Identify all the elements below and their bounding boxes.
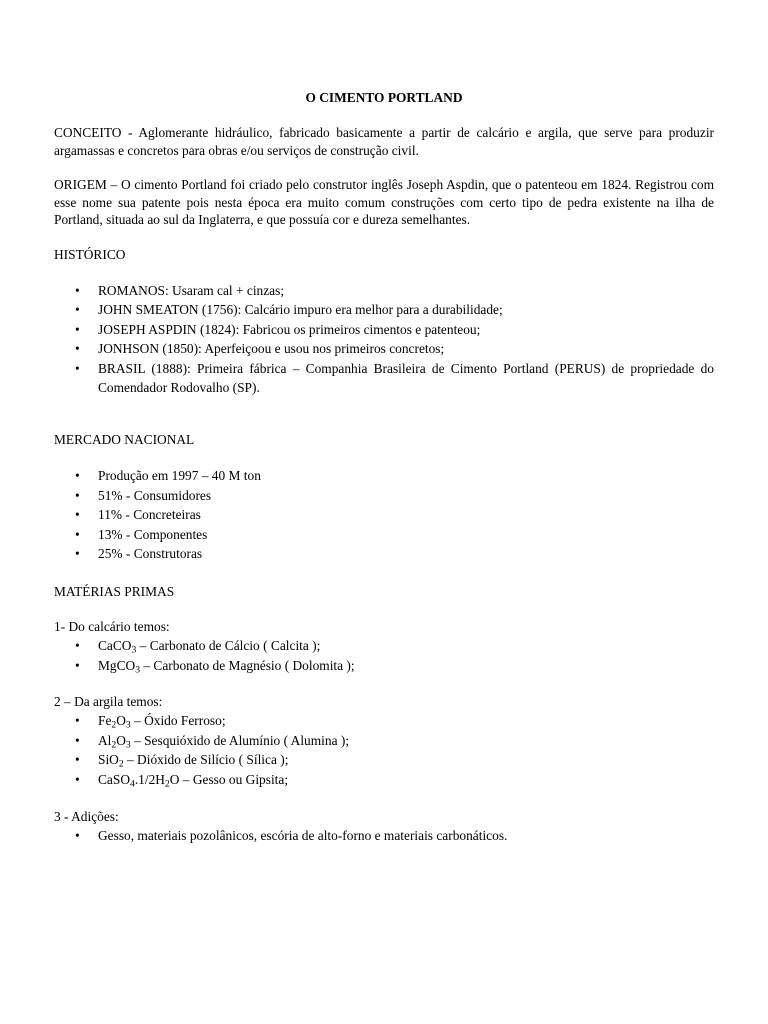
- bullet-icon: •: [75, 360, 80, 376]
- list-item: [54, 300, 714, 320]
- list-item: [54, 826, 714, 846]
- bullet-icon: •: [75, 341, 80, 357]
- list-item: [54, 544, 714, 564]
- materias-section: [54, 583, 714, 845]
- calcario-block: [54, 618, 714, 675]
- formula-text: Al: [98, 732, 112, 748]
- list-item-text: ROMANOS: Usaram cal + cinzas;: [98, 282, 285, 298]
- argila-intro: 2 – Da argila temos:: [54, 694, 163, 710]
- description-text: – Sesquióxido de Alumínio ( Alumina );: [130, 732, 350, 748]
- mercado-section: [54, 431, 714, 564]
- list-item: [54, 320, 714, 340]
- bullet-icon: •: [75, 302, 80, 318]
- list-item: [54, 525, 714, 545]
- bullet-icon: •: [75, 657, 80, 673]
- mercado-list: [54, 466, 714, 564]
- formula-text: O: [116, 713, 126, 729]
- bullet-icon: •: [75, 638, 80, 654]
- description-text: – Óxido Ferroso;: [130, 713, 226, 729]
- list-item-text: JONHSON (1850): Aperfeiçoou e usou nos primeiros concretos;: [98, 341, 445, 357]
- list-item-text: 25% - Construtoras: [98, 546, 203, 562]
- list-item-text: JOHN SMEATON (1756): Calcário impuro era melhor para a durabilidade;: [98, 302, 503, 318]
- list-item: [54, 750, 714, 770]
- argila-list: [54, 711, 714, 789]
- list-item: [54, 339, 714, 359]
- historico-heading: HISTÓRICO: [54, 246, 126, 262]
- description-text: – Dióxido de Silício ( Sílica );: [123, 752, 289, 768]
- subscript: 3: [135, 664, 141, 676]
- bullet-icon: •: [75, 772, 80, 787]
- list-item-text: 11% - Concreteiras: [98, 507, 201, 523]
- bullet-icon: •: [75, 468, 80, 484]
- subscript: 4: [130, 778, 135, 790]
- description-text: – Carbonato de Cálcio ( Calcita );: [136, 638, 321, 654]
- subscript: 2: [118, 758, 124, 770]
- bullet-icon: •: [75, 487, 80, 503]
- list-item: [54, 505, 714, 525]
- description-text: O – Gesso ou Gipsita;: [169, 772, 289, 787]
- list-item-text: 13% - Componentes: [98, 526, 208, 542]
- subscript: 3: [125, 719, 131, 731]
- bullet-icon: •: [75, 546, 80, 562]
- document-page: [54, 89, 714, 845]
- materias-heading: MATÉRIAS PRIMAS: [54, 584, 175, 600]
- bullet-icon: •: [75, 282, 80, 298]
- list-item-text: BRASIL (1888): Primeira fábrica – Companhia Brasileira de Cimento Portland (PERUS) de propriedade do Comendador Rodovalho (SP).: [98, 360, 714, 396]
- description-text: – Carbonato de Magnésio ( Dolomita );: [140, 657, 355, 673]
- list-item: [54, 359, 714, 398]
- conceito-paragraph: CONCEITO - Aglomerante hidráulico, fabricado basicamente a partir de calcário e argila, que serve para produzir argamassas e concretos para obras e/ou serviços de construção civil.: [54, 125, 714, 158]
- adicoes-intro: 3 - Adições:: [54, 808, 119, 824]
- bullet-icon: •: [75, 321, 80, 337]
- origem-paragraph: ORIGEM – O cimento Portland foi criado pelo construtor inglês Joseph Aspdin, que o patenteou em 1824. Registrou com esse nome sua patente pois nesta época era muito comum construções com certo tipo de pedra existente na ilha de Portland, situada ao sul da Inglaterra, e que possuía cor e dureza semelhantes.: [54, 177, 714, 227]
- list-item: [54, 486, 714, 506]
- list-item: [54, 731, 714, 751]
- list-item-text: JOSEPH ASPDIN (1824): Fabricou os primeiros cimentos e patenteou;: [98, 321, 481, 337]
- subscript: 3: [131, 644, 137, 656]
- mercado-heading: MERCADO NACIONAL: [54, 432, 195, 448]
- bullet-icon: •: [75, 507, 80, 523]
- subscript: 2: [164, 778, 170, 790]
- document-title: O CIMENTO PORTLAND: [305, 90, 463, 105]
- bullet-icon: •: [75, 827, 80, 843]
- adicoes-block: [54, 808, 714, 846]
- formula-text: CaCO: [98, 638, 132, 654]
- list-item: [54, 636, 714, 656]
- list-item: [54, 466, 714, 486]
- calcario-list: [54, 636, 714, 675]
- list-item: [54, 656, 714, 676]
- bullet-icon: •: [75, 713, 80, 729]
- formula-text: Fe: [98, 713, 112, 729]
- argila-block: [54, 693, 714, 789]
- bullet-icon: •: [75, 526, 80, 542]
- list-item: [54, 770, 714, 790]
- subscript: 3: [125, 739, 131, 751]
- calcario-intro: 1- Do calcário temos:: [54, 619, 170, 635]
- list-item-text: Produção em 1997 – 40 M ton: [98, 468, 261, 484]
- formula-text: MgCO: [98, 657, 136, 673]
- subscript: 2: [111, 739, 117, 751]
- list-item-text: 51% - Consumidores: [98, 487, 212, 503]
- list-item: [54, 711, 714, 731]
- list-item-text: Gesso, materiais pozolânicos, escória de alto-forno e materiais carbonáticos.: [98, 827, 508, 843]
- formula-text: SiO: [98, 752, 119, 768]
- bullet-icon: •: [75, 752, 80, 768]
- historico-list: [54, 281, 714, 399]
- adicoes-list: [54, 826, 714, 846]
- formula-text: O: [116, 732, 126, 748]
- historico-section: [54, 246, 714, 399]
- list-item: [54, 281, 714, 301]
- bullet-icon: •: [75, 732, 80, 748]
- subscript: 2: [111, 719, 117, 731]
- formula-text: CaSO: [98, 772, 130, 787]
- formula-text: .1/2H: [134, 772, 165, 787]
